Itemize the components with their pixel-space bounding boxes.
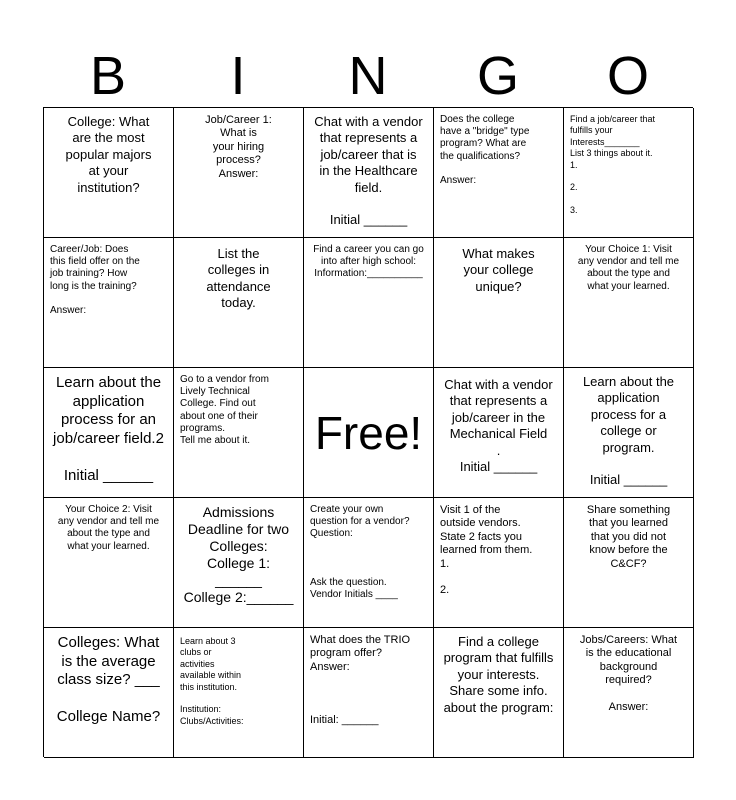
cell-text: Chat with a vendor that represents a job/career that is in the Healthcare field. Initial ______ [314, 114, 423, 228]
header-letter-b: B [89, 46, 127, 106]
cell-text: Visit 1 of the outside vendors. State 2 facts you learned from them. 1. 2. [440, 504, 533, 597]
cell-text: Learn about the application process for a college or program. Initial ______ [582, 374, 675, 488]
header-letter-n: N [348, 46, 388, 106]
bingo-cell-r3c4 [434, 368, 564, 498]
bingo-cell-r2c3 [304, 238, 434, 368]
cell-text: Find a college program that fulfills your interests. Share some info. about the program: [443, 634, 554, 715]
cell-text: Does the college have a "bridge" type program? What are the qualifications? Answer: [440, 114, 530, 187]
header-letter-o: O [606, 46, 649, 106]
cell-text: Career/Job: Does this field offer on the job training? How long is the training? Answer: [50, 244, 140, 317]
cell-text: Share something that you learned that you did not know before the C&CF? [586, 504, 671, 570]
cell-text: What makes your college unique? [462, 246, 535, 294]
bingo-cell-r5c2 [174, 628, 304, 758]
cell-text: College: What are the most popular majors at your institution? [65, 114, 152, 195]
bingo-cell-r1c5 [564, 108, 694, 238]
bingo-cell-r2c2 [174, 238, 304, 368]
bingo-cell-r4c3 [304, 498, 434, 628]
bingo-header [43, 44, 693, 108]
header-letter-g: G [476, 46, 519, 106]
cell-text: Colleges: What is the average class size? ___ College Name? [56, 634, 161, 725]
bingo-cell-r1c4 [434, 108, 564, 238]
cell-text: Your Choice 2: Visit any vendor and tell me about the type and what your learned. [57, 504, 160, 552]
bingo-cell-r2c5 [564, 238, 694, 368]
cell-text: Find a job/career that fulfills your Interests_______ List 3 things about it. 1. 2. 3. [570, 114, 656, 216]
bingo-cell-r3c1 [44, 368, 174, 498]
cell-text: Jobs/Careers: What is the educational background required? Answer: [579, 634, 678, 714]
bingo-cell-r5c1 [44, 628, 174, 758]
bingo-grid [43, 107, 693, 757]
cell-text: Admissions Deadline for two Colleges: College 1: ______ College 2:______ [183, 504, 294, 605]
cell-text: Learn about 3 clubs or activities available within this institution. Institution: Clubs/Activities: [180, 636, 244, 726]
header-letter-i: I [230, 46, 246, 106]
bingo-cell-r1c3 [304, 108, 434, 238]
bingo-cell-r4c4 [434, 498, 564, 628]
cell-text: Create your own question for a vendor? Question: Ask the question. Vendor Initials ____ [310, 504, 410, 601]
cell-text: Job/Career 1: What is your hiring process? Answer: [205, 114, 272, 180]
bingo-cell-r3c2 [174, 368, 304, 498]
cell-text: Chat with a vendor that represents a job/career in the Mechanical Field . Initial ______ [444, 377, 553, 475]
bingo-cell-r5c5 [564, 628, 694, 758]
bingo-cell-r5c3 [304, 628, 434, 758]
bingo-cell-r3c5 [564, 368, 694, 498]
bingo-cell-r4c2 [174, 498, 304, 628]
bingo-cell-r4c5 [564, 498, 694, 628]
bingo-cell-free [304, 368, 434, 498]
free-space-label: Free! [314, 406, 423, 459]
bingo-cell-r2c4 [434, 238, 564, 368]
bingo-cell-r2c1 [44, 238, 174, 368]
cell-text: Find a career you can go into after high school: Information:__________ [313, 244, 424, 280]
cell-text: Go to a vendor from Lively Technical College. Find out about one of their programs. Tell me about it. [180, 374, 269, 447]
cell-text: Your Choice 1: Visit any vendor and tell me about the type and what your learned. [577, 244, 680, 292]
bingo-cell-r4c1 [44, 498, 174, 628]
cell-text: What does the TRIO program offer? Answer: Initial: ______ [310, 634, 411, 727]
bingo-cell-r5c4 [434, 628, 564, 758]
bingo-cell-r1c2 [174, 108, 304, 238]
cell-text: List the colleges in attendance today. [206, 246, 271, 311]
bingo-cell-r1c1 [44, 108, 174, 238]
cell-text: Learn about the application process for an job/career field.2 Initial ______ [53, 374, 164, 484]
